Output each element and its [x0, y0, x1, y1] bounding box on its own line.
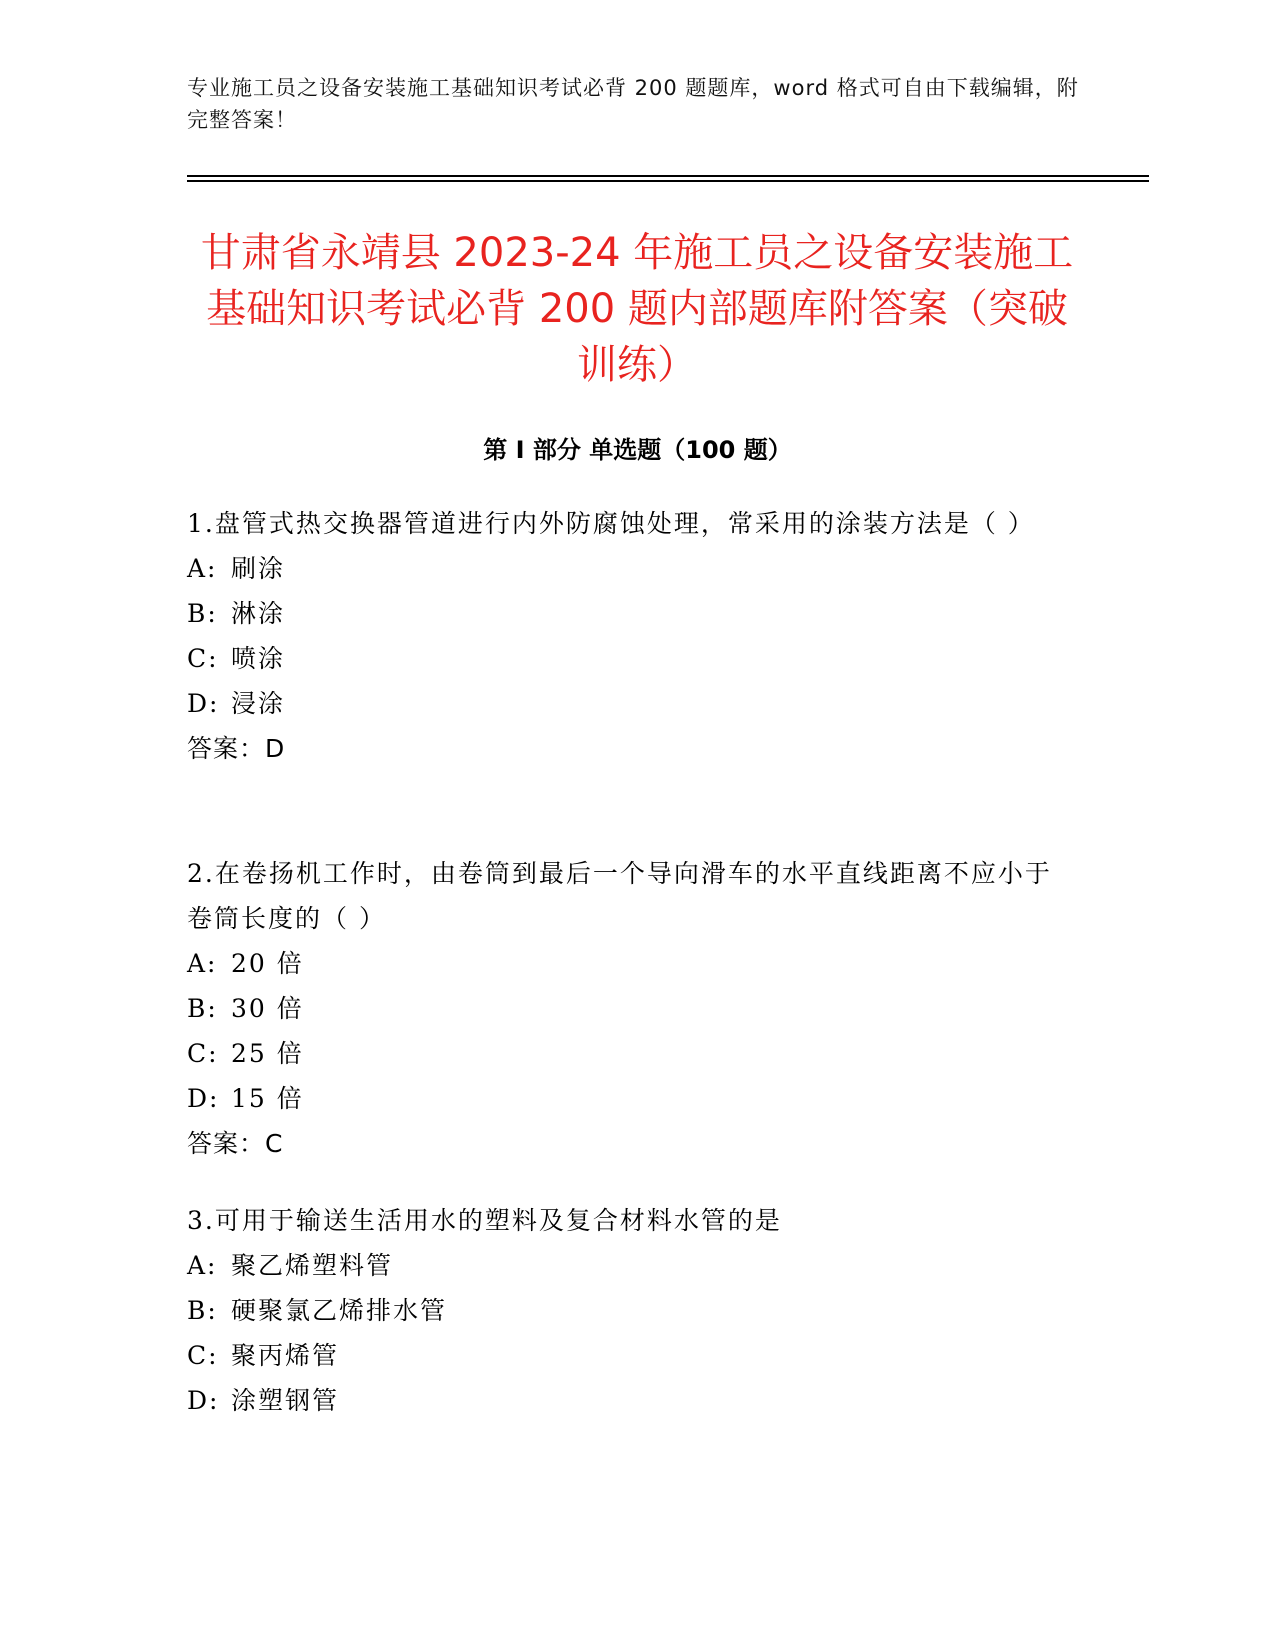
option-text: 淋涂: [231, 599, 286, 628]
answer-line: 答案：D: [187, 734, 286, 763]
option-text: 15 倍: [231, 1084, 304, 1113]
option-c: [187, 636, 1067, 681]
header-divider-thin: [187, 175, 1149, 177]
option-c: [187, 1333, 1067, 1378]
option-letter: A:: [187, 554, 218, 583]
option-a: [187, 941, 1067, 986]
option-c: [187, 1031, 1067, 1076]
option-text: 聚丙烯管: [231, 1341, 340, 1370]
option-text: 25 倍: [231, 1039, 304, 1068]
option-d: [187, 681, 1067, 726]
question-text: 3.可用于输送生活用水的塑料及复合材料水管的是: [187, 1206, 782, 1235]
option-d: [187, 1378, 1067, 1423]
option-b: [187, 591, 1067, 636]
option-b: [187, 986, 1067, 1031]
option-text: 聚乙烯塑料管: [231, 1251, 394, 1280]
option-letter: D:: [187, 1084, 220, 1113]
option-text: 30 倍: [231, 994, 304, 1023]
header-divider-thick: [187, 180, 1149, 182]
option-letter: A:: [187, 1251, 218, 1280]
option-a: [187, 546, 1067, 591]
option-letter: D:: [187, 1386, 220, 1415]
option-b: [187, 1288, 1067, 1333]
answer-line: 答案：C: [187, 1129, 284, 1158]
option-text: 浸涂: [231, 689, 286, 718]
question-text: 2.在卷扬机工作时，由卷筒到最后一个导向滑车的水平直线距离不应小于卷筒长度的（ ）: [187, 859, 1052, 933]
question-2: [187, 851, 1067, 1166]
option-text: 涂塑钢管: [231, 1386, 340, 1415]
question-1: [187, 501, 1067, 771]
question-text: 1.盘管式热交换器管道进行内外防腐蚀处理，常采用的涂装方法是（ ）: [187, 509, 1035, 538]
option-text: 喷涂: [231, 644, 286, 673]
option-text: 刷涂: [231, 554, 286, 583]
option-text: 20 倍: [231, 949, 304, 978]
option-letter: D:: [187, 689, 220, 718]
option-letter: C:: [187, 1341, 219, 1370]
option-letter: A:: [187, 949, 218, 978]
option-d: [187, 1076, 1067, 1121]
section-title: 第 I 部分 单选题（100 题）: [483, 436, 792, 464]
option-letter: B:: [187, 994, 218, 1023]
option-a: [187, 1243, 1067, 1288]
option-letter: C:: [187, 1039, 219, 1068]
option-letter: B:: [187, 599, 218, 628]
question-3: [187, 1198, 1067, 1423]
option-text: 硬聚氯乙烯排水管: [231, 1296, 448, 1325]
option-letter: C:: [187, 644, 219, 673]
header-note: 专业施工员之设备安装施工基础知识考试必背 200 题题库，word 格式可自由下载编辑，附完整答案！: [187, 76, 1079, 132]
document-title: 甘肃省永靖县 2023-24 年施工员之设备安装施工基础知识考试必背 200 题内部题库附答案（突破训练）: [200, 230, 1074, 388]
option-letter: B:: [187, 1296, 218, 1325]
